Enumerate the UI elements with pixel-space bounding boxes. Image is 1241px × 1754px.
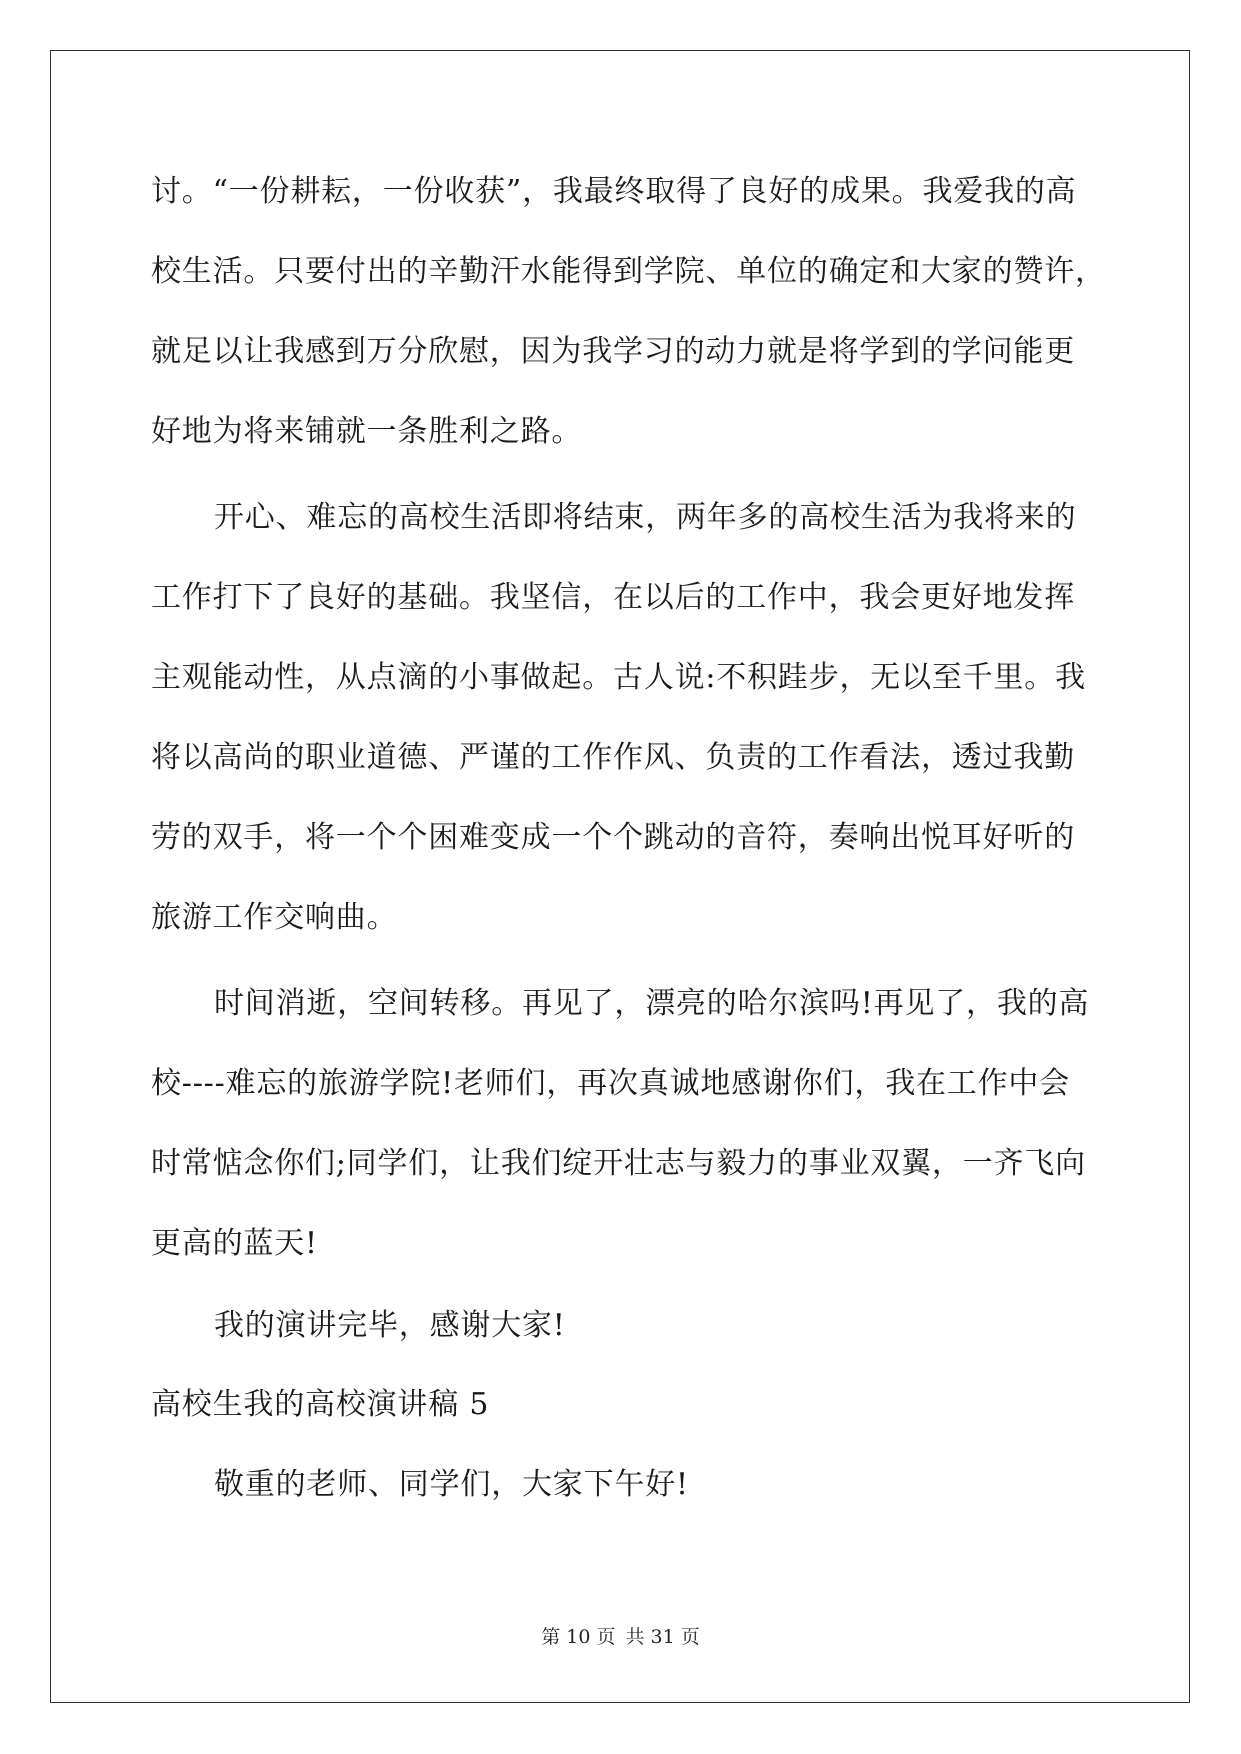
text-line: 时常惦念你们;同学们，让我们绽开壮志与毅力的事业双翼，一齐飞向: [151, 1146, 1086, 1181]
text-line: 校----难忘的旅游学院!老师们，再次真诚地感谢你们，我在工作中会: [151, 1066, 1071, 1101]
page-border: [50, 50, 1190, 1703]
text-line: 工作打下了良好的基础。我坚信，在以后的工作中，我会更好地发挥: [151, 580, 1075, 615]
text-line: 主观能动性，从点滴的小事做起。古人说:不积跬步，无以至千里。我: [151, 660, 1086, 695]
page-number: 第 10 页: [541, 1626, 616, 1648]
text-line: 劳的双手，将一个个困难变成一个个跳动的音符，奏响出悦耳好听的: [151, 820, 1075, 855]
text-line: 就足以让我感到万分欣慰，因为我学习的动力就是将学到的学问能更: [151, 334, 1075, 369]
paragraph-start-line: 我的演讲完毕，感谢大家!: [214, 1308, 566, 1343]
text-line: 校生活。只要付出的辛勤汗水能得到学院、单位的确定和大家的赞许，: [151, 254, 1106, 289]
section-heading: 高校生我的高校演讲稿 5: [151, 1387, 490, 1422]
salutation-line: 敬重的老师、同学们，大家下午好!: [214, 1467, 689, 1502]
text-line: 讨。“一份耕耘，一份收获”，我最终取得了良好的成果。我爱我的高: [151, 174, 1077, 209]
page-footer: [0, 1625, 1241, 1649]
paragraph-start-line: 开心、难忘的高校生活即将结束，两年多的高校生活为我将来的: [214, 500, 1077, 535]
text-line: 将以高尚的职业道德、严谨的工作作风、负责的工作看法，透过我勤: [151, 740, 1075, 775]
paragraph-start-line: 时间消逝，空间转移。再见了，漂亮的哈尔滨吗!再见了，我的高: [214, 986, 1090, 1021]
page-total: 共 31 页: [625, 1626, 700, 1648]
text-line: 更高的蓝天!: [151, 1226, 318, 1261]
text-line: 好地为将来铺就一条胜利之路。: [151, 414, 583, 449]
text-line: 旅游工作交响曲。: [151, 900, 398, 935]
